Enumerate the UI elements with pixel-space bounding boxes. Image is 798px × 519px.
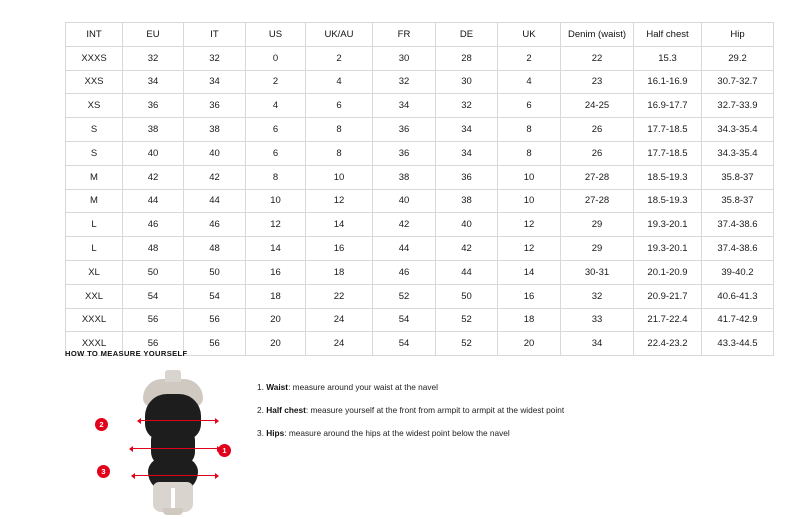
cell-eu: 32 <box>123 46 184 70</box>
column-header-uk: UK <box>498 23 561 47</box>
cell-it: 42 <box>184 165 246 189</box>
cell-hip: 37.4-38.6 <box>702 237 774 261</box>
instruction-waist <box>257 382 765 393</box>
table-row <box>66 308 774 332</box>
table-row <box>66 46 774 70</box>
cell-hip: 37.4-38.6 <box>702 213 774 237</box>
size-chart-container <box>65 22 758 356</box>
table-row <box>66 237 774 261</box>
column-header-de: DE <box>436 23 498 47</box>
half-chest-measure-arrow-icon <box>141 420 215 421</box>
cell-us: 16 <box>246 260 306 284</box>
cell-uk: 18 <box>498 308 561 332</box>
cell-us: 18 <box>246 284 306 308</box>
cell-it: 54 <box>184 284 246 308</box>
table-row <box>66 70 774 94</box>
cell-int: XXXL <box>66 332 123 356</box>
cell-uk: 10 <box>498 189 561 213</box>
column-header-it: IT <box>184 23 246 47</box>
cell-hip: 30.7-32.7 <box>702 70 774 94</box>
cell-int: XXS <box>66 70 123 94</box>
cell-us: 20 <box>246 332 306 356</box>
cell-uk: 12 <box>498 213 561 237</box>
instruction-term: Waist <box>266 382 289 392</box>
cell-fr: 54 <box>373 308 436 332</box>
cell-eu: 44 <box>123 189 184 213</box>
cell-it: 48 <box>184 237 246 261</box>
cell-de: 50 <box>436 284 498 308</box>
table-row <box>66 94 774 118</box>
cell-us: 6 <box>246 118 306 142</box>
cell-uk-au: 10 <box>306 165 373 189</box>
cell-de: 34 <box>436 141 498 165</box>
cell-de: 44 <box>436 260 498 284</box>
table-row <box>66 165 774 189</box>
instruction-hips <box>257 428 765 439</box>
instruction-number: 1. <box>257 382 264 392</box>
cell-fr: 42 <box>373 213 436 237</box>
cell-fr: 54 <box>373 332 436 356</box>
cell-us: 8 <box>246 165 306 189</box>
cell-it: 50 <box>184 260 246 284</box>
cell-uk-au: 8 <box>306 118 373 142</box>
cell-uk-au: 24 <box>306 308 373 332</box>
cell-uk-au: 24 <box>306 332 373 356</box>
cell-int: XXXS <box>66 46 123 70</box>
cell-half-chest: 16.9-17.7 <box>634 94 702 118</box>
cell-us: 0 <box>246 46 306 70</box>
cell-de: 52 <box>436 332 498 356</box>
mannequin-illustration <box>137 370 209 515</box>
cell-half-chest: 16.1-16.9 <box>634 70 702 94</box>
cell-half-chest: 18.5-19.3 <box>634 189 702 213</box>
cell-half-chest: 17.7-18.5 <box>634 141 702 165</box>
cell-eu: 40 <box>123 141 184 165</box>
cell-de: 32 <box>436 94 498 118</box>
cell-hip: 41.7-42.9 <box>702 308 774 332</box>
cell-it: 44 <box>184 189 246 213</box>
cell-it: 38 <box>184 118 246 142</box>
cell-denim-waist: 27-28 <box>561 165 634 189</box>
cell-int: S <box>66 118 123 142</box>
cell-us: 6 <box>246 141 306 165</box>
cell-uk-au: 2 <box>306 46 373 70</box>
cell-fr: 38 <box>373 165 436 189</box>
cell-hip: 35.8-37 <box>702 189 774 213</box>
cell-denim-waist: 27-28 <box>561 189 634 213</box>
table-row <box>66 260 774 284</box>
instruction-text: : measure yourself at the front from armpit to armpit at the widest point <box>305 405 565 416</box>
cell-denim-waist: 34 <box>561 332 634 356</box>
cell-denim-waist: 32 <box>561 284 634 308</box>
cell-uk-au: 18 <box>306 260 373 284</box>
cell-us: 10 <box>246 189 306 213</box>
cell-uk-au: 16 <box>306 237 373 261</box>
cell-denim-waist: 33 <box>561 308 634 332</box>
cell-int: XS <box>66 94 123 118</box>
instruction-term: Hips <box>266 428 285 439</box>
cell-fr: 40 <box>373 189 436 213</box>
table-body <box>66 46 774 355</box>
cell-half-chest: 15.3 <box>634 46 702 70</box>
waist-measure-arrow-icon <box>133 448 217 449</box>
cell-denim-waist: 26 <box>561 118 634 142</box>
table-head <box>66 23 774 47</box>
column-header-denim-waist: Denim (waist) <box>561 23 634 47</box>
cell-eu: 38 <box>123 118 184 142</box>
cell-fr: 36 <box>373 141 436 165</box>
cell-fr: 32 <box>373 70 436 94</box>
cell-hip: 32.7-33.9 <box>702 94 774 118</box>
table-row <box>66 189 774 213</box>
marker-hips: 3 <box>97 465 110 478</box>
cell-half-chest: 19.3-20.1 <box>634 213 702 237</box>
table-header-row <box>66 23 774 47</box>
cell-uk: 12 <box>498 237 561 261</box>
cell-it: 36 <box>184 94 246 118</box>
column-header-half-chest: Half chest <box>634 23 702 47</box>
cell-denim-waist: 22 <box>561 46 634 70</box>
cell-eu: 56 <box>123 332 184 356</box>
instruction-text: : measure around the hips at the widest point below the navel <box>284 428 510 439</box>
cell-us: 14 <box>246 237 306 261</box>
cell-de: 38 <box>436 189 498 213</box>
table-row <box>66 118 774 142</box>
cell-hip: 43.3-44.5 <box>702 332 774 356</box>
cell-denim-waist: 26 <box>561 141 634 165</box>
cell-us: 20 <box>246 308 306 332</box>
size-chart-table <box>65 22 774 356</box>
cell-us: 4 <box>246 94 306 118</box>
table-row <box>66 213 774 237</box>
cell-uk: 8 <box>498 141 561 165</box>
cell-uk: 16 <box>498 284 561 308</box>
cell-de: 30 <box>436 70 498 94</box>
table-row <box>66 284 774 308</box>
cell-de: 36 <box>436 165 498 189</box>
cell-uk-au: 22 <box>306 284 373 308</box>
how-to-measure-section <box>65 349 765 515</box>
cell-int: L <box>66 213 123 237</box>
cell-fr: 46 <box>373 260 436 284</box>
cell-denim-waist: 29 <box>561 237 634 261</box>
cell-hip: 29.2 <box>702 46 774 70</box>
cell-int: XXXL <box>66 308 123 332</box>
cell-uk-au: 12 <box>306 189 373 213</box>
cell-half-chest: 20.1-20.9 <box>634 260 702 284</box>
cell-int: XL <box>66 260 123 284</box>
cell-fr: 44 <box>373 237 436 261</box>
cell-half-chest: 19.3-20.1 <box>634 237 702 261</box>
cell-denim-waist: 29 <box>561 213 634 237</box>
cell-eu: 50 <box>123 260 184 284</box>
instruction-term: Half chest <box>266 405 306 416</box>
cell-fr: 34 <box>373 94 436 118</box>
cell-eu: 36 <box>123 94 184 118</box>
cell-uk: 8 <box>498 118 561 142</box>
cell-uk: 6 <box>498 94 561 118</box>
cell-us: 2 <box>246 70 306 94</box>
table-row <box>66 141 774 165</box>
cell-fr: 36 <box>373 118 436 142</box>
cell-de: 34 <box>436 118 498 142</box>
marker-waist: 1 <box>218 444 231 457</box>
cell-eu: 54 <box>123 284 184 308</box>
cell-de: 42 <box>436 237 498 261</box>
cell-uk: 2 <box>498 46 561 70</box>
cell-half-chest: 22.4-23.2 <box>634 332 702 356</box>
cell-half-chest: 18.5-19.3 <box>634 165 702 189</box>
cell-it: 46 <box>184 213 246 237</box>
cell-uk: 10 <box>498 165 561 189</box>
cell-denim-waist: 30-31 <box>561 260 634 284</box>
cell-hip: 39-40.2 <box>702 260 774 284</box>
cell-hip: 34.3-35.4 <box>702 141 774 165</box>
cell-int: S <box>66 141 123 165</box>
measure-instructions-list <box>257 370 765 452</box>
cell-half-chest: 20.9-21.7 <box>634 284 702 308</box>
column-header-hip: Hip <box>702 23 774 47</box>
cell-int: XXL <box>66 284 123 308</box>
how-to-measure-body <box>65 370 765 515</box>
cell-int: L <box>66 237 123 261</box>
cell-denim-waist: 23 <box>561 70 634 94</box>
cell-de: 40 <box>436 213 498 237</box>
cell-uk-au: 14 <box>306 213 373 237</box>
instruction-number: 2. <box>257 405 264 416</box>
cell-eu: 34 <box>123 70 184 94</box>
cell-fr: 52 <box>373 284 436 308</box>
cell-it: 40 <box>184 141 246 165</box>
cell-half-chest: 21.7-22.4 <box>634 308 702 332</box>
cell-uk: 20 <box>498 332 561 356</box>
cell-uk-au: 4 <box>306 70 373 94</box>
column-header-us: US <box>246 23 306 47</box>
cell-hip: 35.8-37 <box>702 165 774 189</box>
cell-int: M <box>66 165 123 189</box>
cell-int: M <box>66 189 123 213</box>
cell-eu: 46 <box>123 213 184 237</box>
cell-hip: 40.6-41.3 <box>702 284 774 308</box>
cell-it: 56 <box>184 332 246 356</box>
marker-half-chest: 2 <box>95 418 108 431</box>
cell-uk: 4 <box>498 70 561 94</box>
cell-us: 12 <box>246 213 306 237</box>
cell-uk: 14 <box>498 260 561 284</box>
cell-it: 32 <box>184 46 246 70</box>
cell-denim-waist: 24-25 <box>561 94 634 118</box>
column-header-eu: EU <box>123 23 184 47</box>
mannequin-stand <box>163 508 183 515</box>
instruction-text: : measure around your waist at the navel <box>288 382 438 392</box>
cell-eu: 48 <box>123 237 184 261</box>
instruction-number: 3. <box>257 428 264 439</box>
column-header-uk-au: UK/AU <box>306 23 373 47</box>
column-header-fr: FR <box>373 23 436 47</box>
cell-fr: 30 <box>373 46 436 70</box>
cell-eu: 56 <box>123 308 184 332</box>
column-header-int: INT <box>66 23 123 47</box>
hips-measure-arrow-icon <box>135 475 215 476</box>
mannequin-neck <box>165 370 181 382</box>
cell-uk-au: 8 <box>306 141 373 165</box>
how-to-measure-title: HOW TO MEASURE YOURSELF <box>65 349 188 358</box>
cell-eu: 42 <box>123 165 184 189</box>
instruction-half-chest <box>257 405 765 416</box>
cell-hip: 34.3-35.4 <box>702 118 774 142</box>
mannequin-figure <box>99 370 233 515</box>
cell-half-chest: 17.7-18.5 <box>634 118 702 142</box>
cell-it: 56 <box>184 308 246 332</box>
cell-de: 52 <box>436 308 498 332</box>
cell-de: 28 <box>436 46 498 70</box>
cell-uk-au: 6 <box>306 94 373 118</box>
cell-it: 34 <box>184 70 246 94</box>
